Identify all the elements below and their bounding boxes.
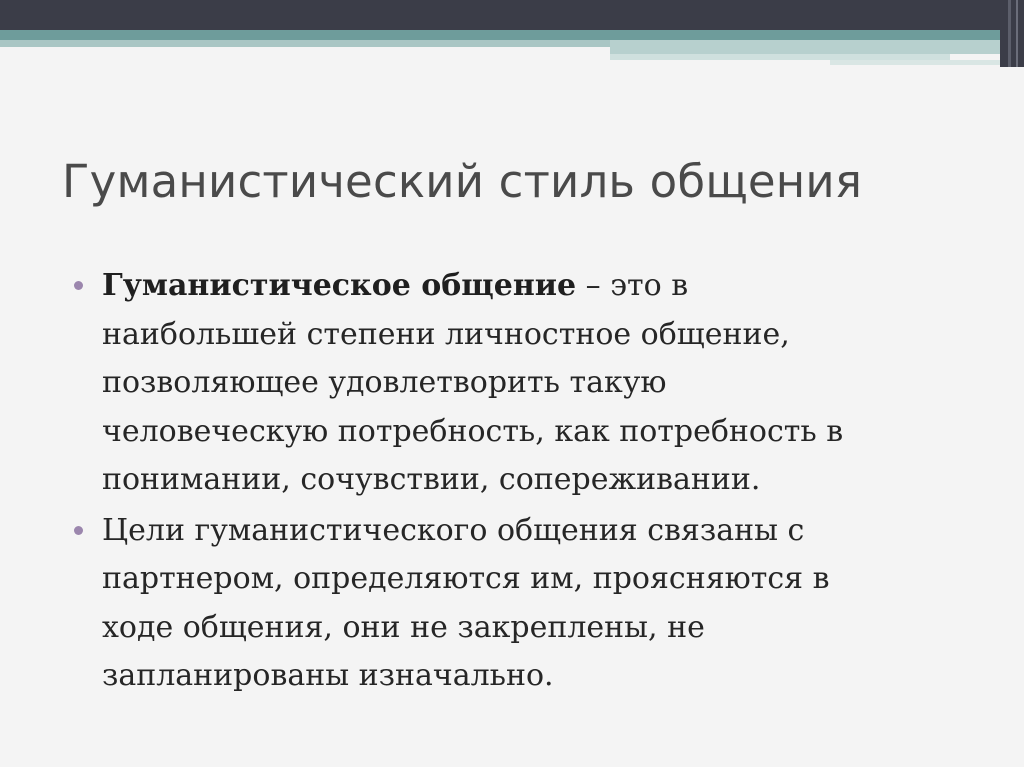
bullet-line (102, 262, 970, 311)
header-accent-stripe (610, 40, 1000, 54)
bullet-item (70, 262, 970, 505)
header-right-stripe (1008, 0, 1011, 67)
header-band-teal-light (0, 40, 610, 47)
bullet-line: запланированы изначально. (102, 658, 554, 693)
bullet-text: – это в (576, 268, 689, 303)
bullet-line: понимании, сочувствии, сопереживании. (102, 462, 761, 497)
bullet-dot-icon (74, 526, 83, 535)
bullet-line: партнером, определяются им, проясняются в (102, 561, 830, 596)
bullet-line: позволяющее удовлетворить такую (102, 365, 667, 400)
header-right-edge (1000, 0, 1024, 67)
bullet-list (70, 262, 970, 703)
bullet-line: наибольшей степени личностное общение, (102, 316, 790, 352)
bullet-term: Гуманистическое общение (102, 268, 577, 303)
header-right-stripe (1016, 0, 1018, 67)
bullet-line: ходе общения, они не закреплены, не (102, 609, 705, 645)
header-band-dark (0, 0, 1010, 30)
bullet-line: человеческую потребность, как потребность в (102, 413, 844, 449)
bullet-line: Цели гуманистического общения связаны с (102, 512, 805, 548)
header-band-teal (0, 30, 1000, 40)
header-accent-stripe (830, 60, 1000, 65)
slide-title: Гуманистический стиль общения (62, 155, 863, 208)
bullet-item (70, 507, 970, 701)
bullet-dot-icon (74, 281, 83, 290)
